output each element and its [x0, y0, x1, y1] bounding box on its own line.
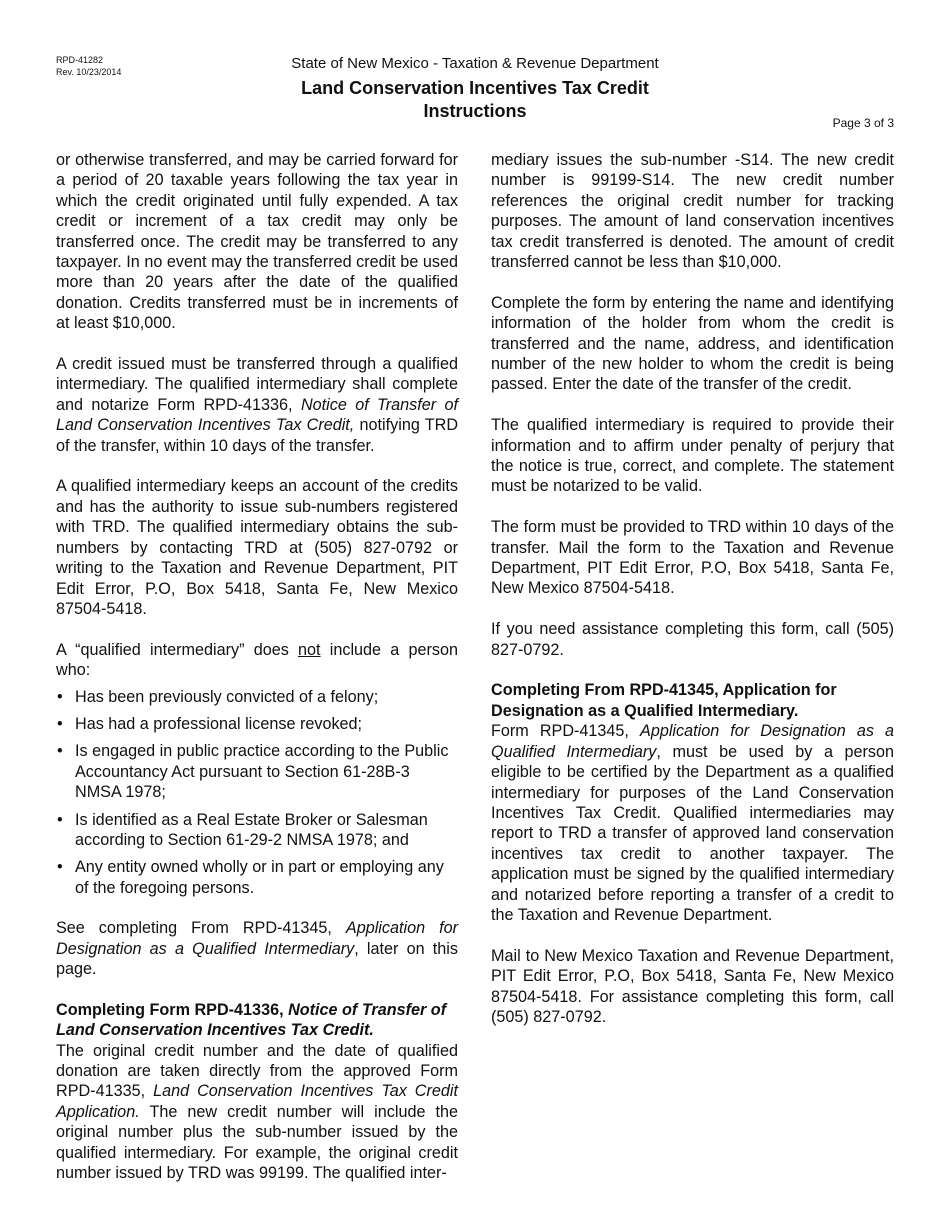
document-title-line-2: Instructions: [423, 101, 527, 121]
list-item: • Has had a professional license revoked;: [56, 714, 458, 734]
document-title: [0, 77, 950, 123]
page-number: Page 3 of 3: [832, 116, 894, 130]
exclusion-list: [56, 687, 458, 899]
form-title-italic: Application for Designation as a Qualified Intermediary: [491, 722, 894, 761]
paragraph: Mail to New Mexico Taxation and Revenue Department, PIT Edit Error, P.O, Box 5418, Santa Fe, New Mexico 87504-5418. For assistance completing this form, call (505) 827-0792.: [491, 946, 894, 1026]
paragraph: A qualified intermediary keeps an account of the credits and has the authority to issue sub-numbers registered with TRD. The qualified intermediary obtains the sub-numbers by contacting TRD at (505) 827-0792 or writing to the Taxation and Revenue Department, PIT Edit Error, P.O, Box 5418, Santa Fe, New Mexico 87504-5418.: [56, 477, 458, 618]
list-item: • Any entity owned wholly or in part or employing any of the foregoing persons.: [56, 857, 458, 898]
paragraph: mediary issues the sub-number -S14. The new credit number is 99199-S14. The new credit number references the original credit number for tracking purposes. The amount of land conservation incentives tax credit transferred is denoted. The amount of credit transferred cannot be less than $10,000.: [491, 151, 894, 272]
form-title-italic: Land Conservation Incentives Tax Credit Application.: [56, 1082, 458, 1121]
paragraph: The original credit number and the date of qualified donation are taken directly from the approved Form RPD-41335, Land Conservation Incentives Tax Credit Application. The new credit number will include the original number plus the sub-number issued by the qualified intermediary. For example, the original credit number issued by TRD was 99199. The qualified inter-: [56, 1041, 458, 1183]
right-column: [491, 150, 894, 1048]
paragraph: See completing From RPD-41345, Application for Designation as a Qualified Intermediary, later on this page.: [56, 919, 458, 978]
section-heading: Completing Form RPD-41336, Notice of Transfer of Land Conservation Incentives Tax Credit.: [56, 1000, 447, 1040]
paragraph: A credit issued must be transferred through a qualified intermediary. The qualified intermediary shall complete and notarize Form RPD-41336, Notice of Transfer of Land Conservation Incentives Tax Credit, notifying TRD of the transfer, within 10 days of the transfer.: [56, 355, 459, 455]
left-column: [56, 150, 458, 1204]
paragraph: A “qualified intermediary” does not include a person who:: [56, 640, 458, 680]
agency-name: State of New Mexico - Taxation & Revenue Department: [291, 55, 659, 72]
section-heading: Completing From RPD-41345, Application for Designation as a Qualified Intermediary.: [491, 681, 837, 720]
list-item: • Is identified as a Real Estate Broker or Salesman according to Section 61-29-2 NMSA 1978; and: [56, 810, 458, 851]
paragraph: If you need assistance completing this form, call (505) 827-0792.: [491, 620, 894, 659]
form-title-italic: Notice of Transfer of Land Conservation Incentives Tax Credit,: [56, 395, 458, 435]
document-title-line-1: Land Conservation Incentives Tax Credit: [301, 78, 649, 98]
list-item: • Has been previously convicted of a felony;: [56, 687, 458, 707]
paragraph: Complete the form by entering the name and identifying information of the holder from whom the credit is transferred and the name, address, and identification number of the new holder to whom the credit is being passed. Enter the date of the transfer of the credit.: [491, 293, 894, 394]
paragraph: The form must be provided to TRD within 10 days of the transfer. Mail the form to the Taxation and Revenue Department, PIT Edit Error, P.O, Box 5418, Santa Fe, New Mexico 87504-5418.: [491, 518, 894, 598]
paragraph: The qualified intermediary is required to provide their information and to affirm under penalty of perjury that the notice is true, correct, and complete. The statement must be notarized to be valid.: [491, 416, 894, 496]
list-item: • Is engaged in public practice according to the Public Accountancy Act pursuant to Section 61-28B-3 NMSA 1978;: [56, 741, 458, 802]
form-revision: Rev. 10/23/2014: [56, 67, 122, 77]
form-number: RPD-41282: [56, 55, 104, 65]
underlined-word: not: [298, 640, 321, 659]
paragraph: Form RPD-41345, Application for Designation as a Qualified Intermediary, must be used by a person eligible to be certified by the Department as a qualified intermediary for purposes of the Land Conservation Incentives Tax Credit. Qualified intermediaries may report to TRD a transfer of approved land conservation incentives tax credit to another taxpayer. The application must be signed by the qualified intermediary and notarized before reporting a transfer of a credit to the Taxation and Revenue Department.: [491, 722, 894, 924]
paragraph: or otherwise transferred, and may be carried forward for a period of 20 taxable years following the tax year in which the credit originated until fully expended. A tax credit or increment of a tax credit may only be transferred once. The credit may be transferred to any taxpayer. In no event may the transferred credit be used more than 20 years after the date of the qualified donation. Credits transferred must be in increments of at least $10,000.: [56, 151, 458, 333]
form-title-italic: Application for Designation as a Qualified Intermediary: [56, 919, 458, 958]
